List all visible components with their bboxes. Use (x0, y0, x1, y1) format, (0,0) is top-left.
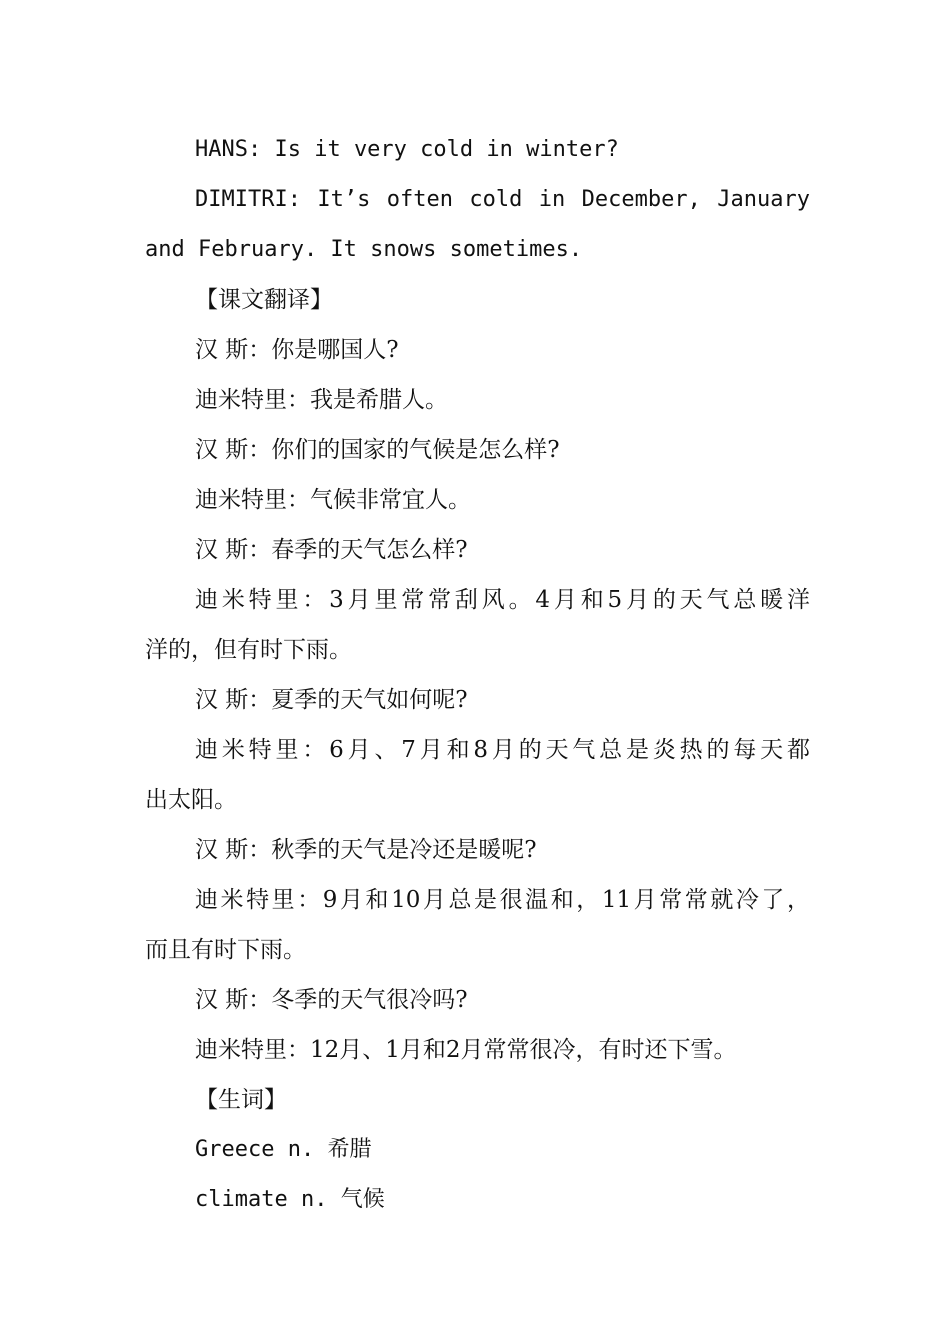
translation-line: 汉 斯：你们的国家的气候是怎么样? (195, 437, 560, 463)
dialogue-line-dimitri-answer-continued: and February. It snows sometimes. (145, 237, 583, 262)
dialogue-line-dimitri-answer: DIMITRI: It’s often cold in December, January (195, 187, 810, 212)
translation-line-continued: 而且有时下雨。 (145, 937, 306, 963)
translation-line: 迪米特里：气候非常宜人。 (195, 487, 471, 513)
section-heading-translation: 【课文翻译】 (195, 287, 333, 313)
translation-line: 汉 斯：你是哪国人? (195, 337, 399, 363)
vocabulary-item: climate n. 气候 (195, 1187, 385, 1212)
translation-line: 迪米特里：6月、7月和8月的天气总是炎热的每天都 (195, 737, 810, 763)
translation-line: 汉 斯：夏季的天气如何呢? (195, 687, 468, 713)
translation-line: 汉 斯：冬季的天气很冷吗? (195, 987, 468, 1013)
translation-line: 迪米特里：12月、1月和2月常常很冷，有时还下雪。 (195, 1037, 737, 1063)
translation-line: 汉 斯：秋季的天气是冷还是暖呢? (195, 837, 537, 863)
translation-line: 汉 斯：春季的天气怎么样? (195, 537, 468, 563)
translation-line: 迪米特里：3月里常常刮风。4月和5月的天气总暖洋 (195, 587, 810, 613)
translation-line-continued: 出太阳。 (145, 787, 237, 813)
translation-line: 迪米特里：9月和10月总是很温和，11月常常就冷了， (195, 887, 810, 913)
translation-line-continued: 洋的，但有时下雨。 (145, 637, 352, 663)
section-heading-vocabulary: 【生词】 (195, 1087, 287, 1113)
translation-line: 迪米特里：我是希腊人。 (195, 387, 448, 413)
vocabulary-item: Greece n. 希腊 (195, 1137, 372, 1162)
dialogue-line-hans-question: HANS: Is it very cold in winter? (195, 137, 619, 162)
